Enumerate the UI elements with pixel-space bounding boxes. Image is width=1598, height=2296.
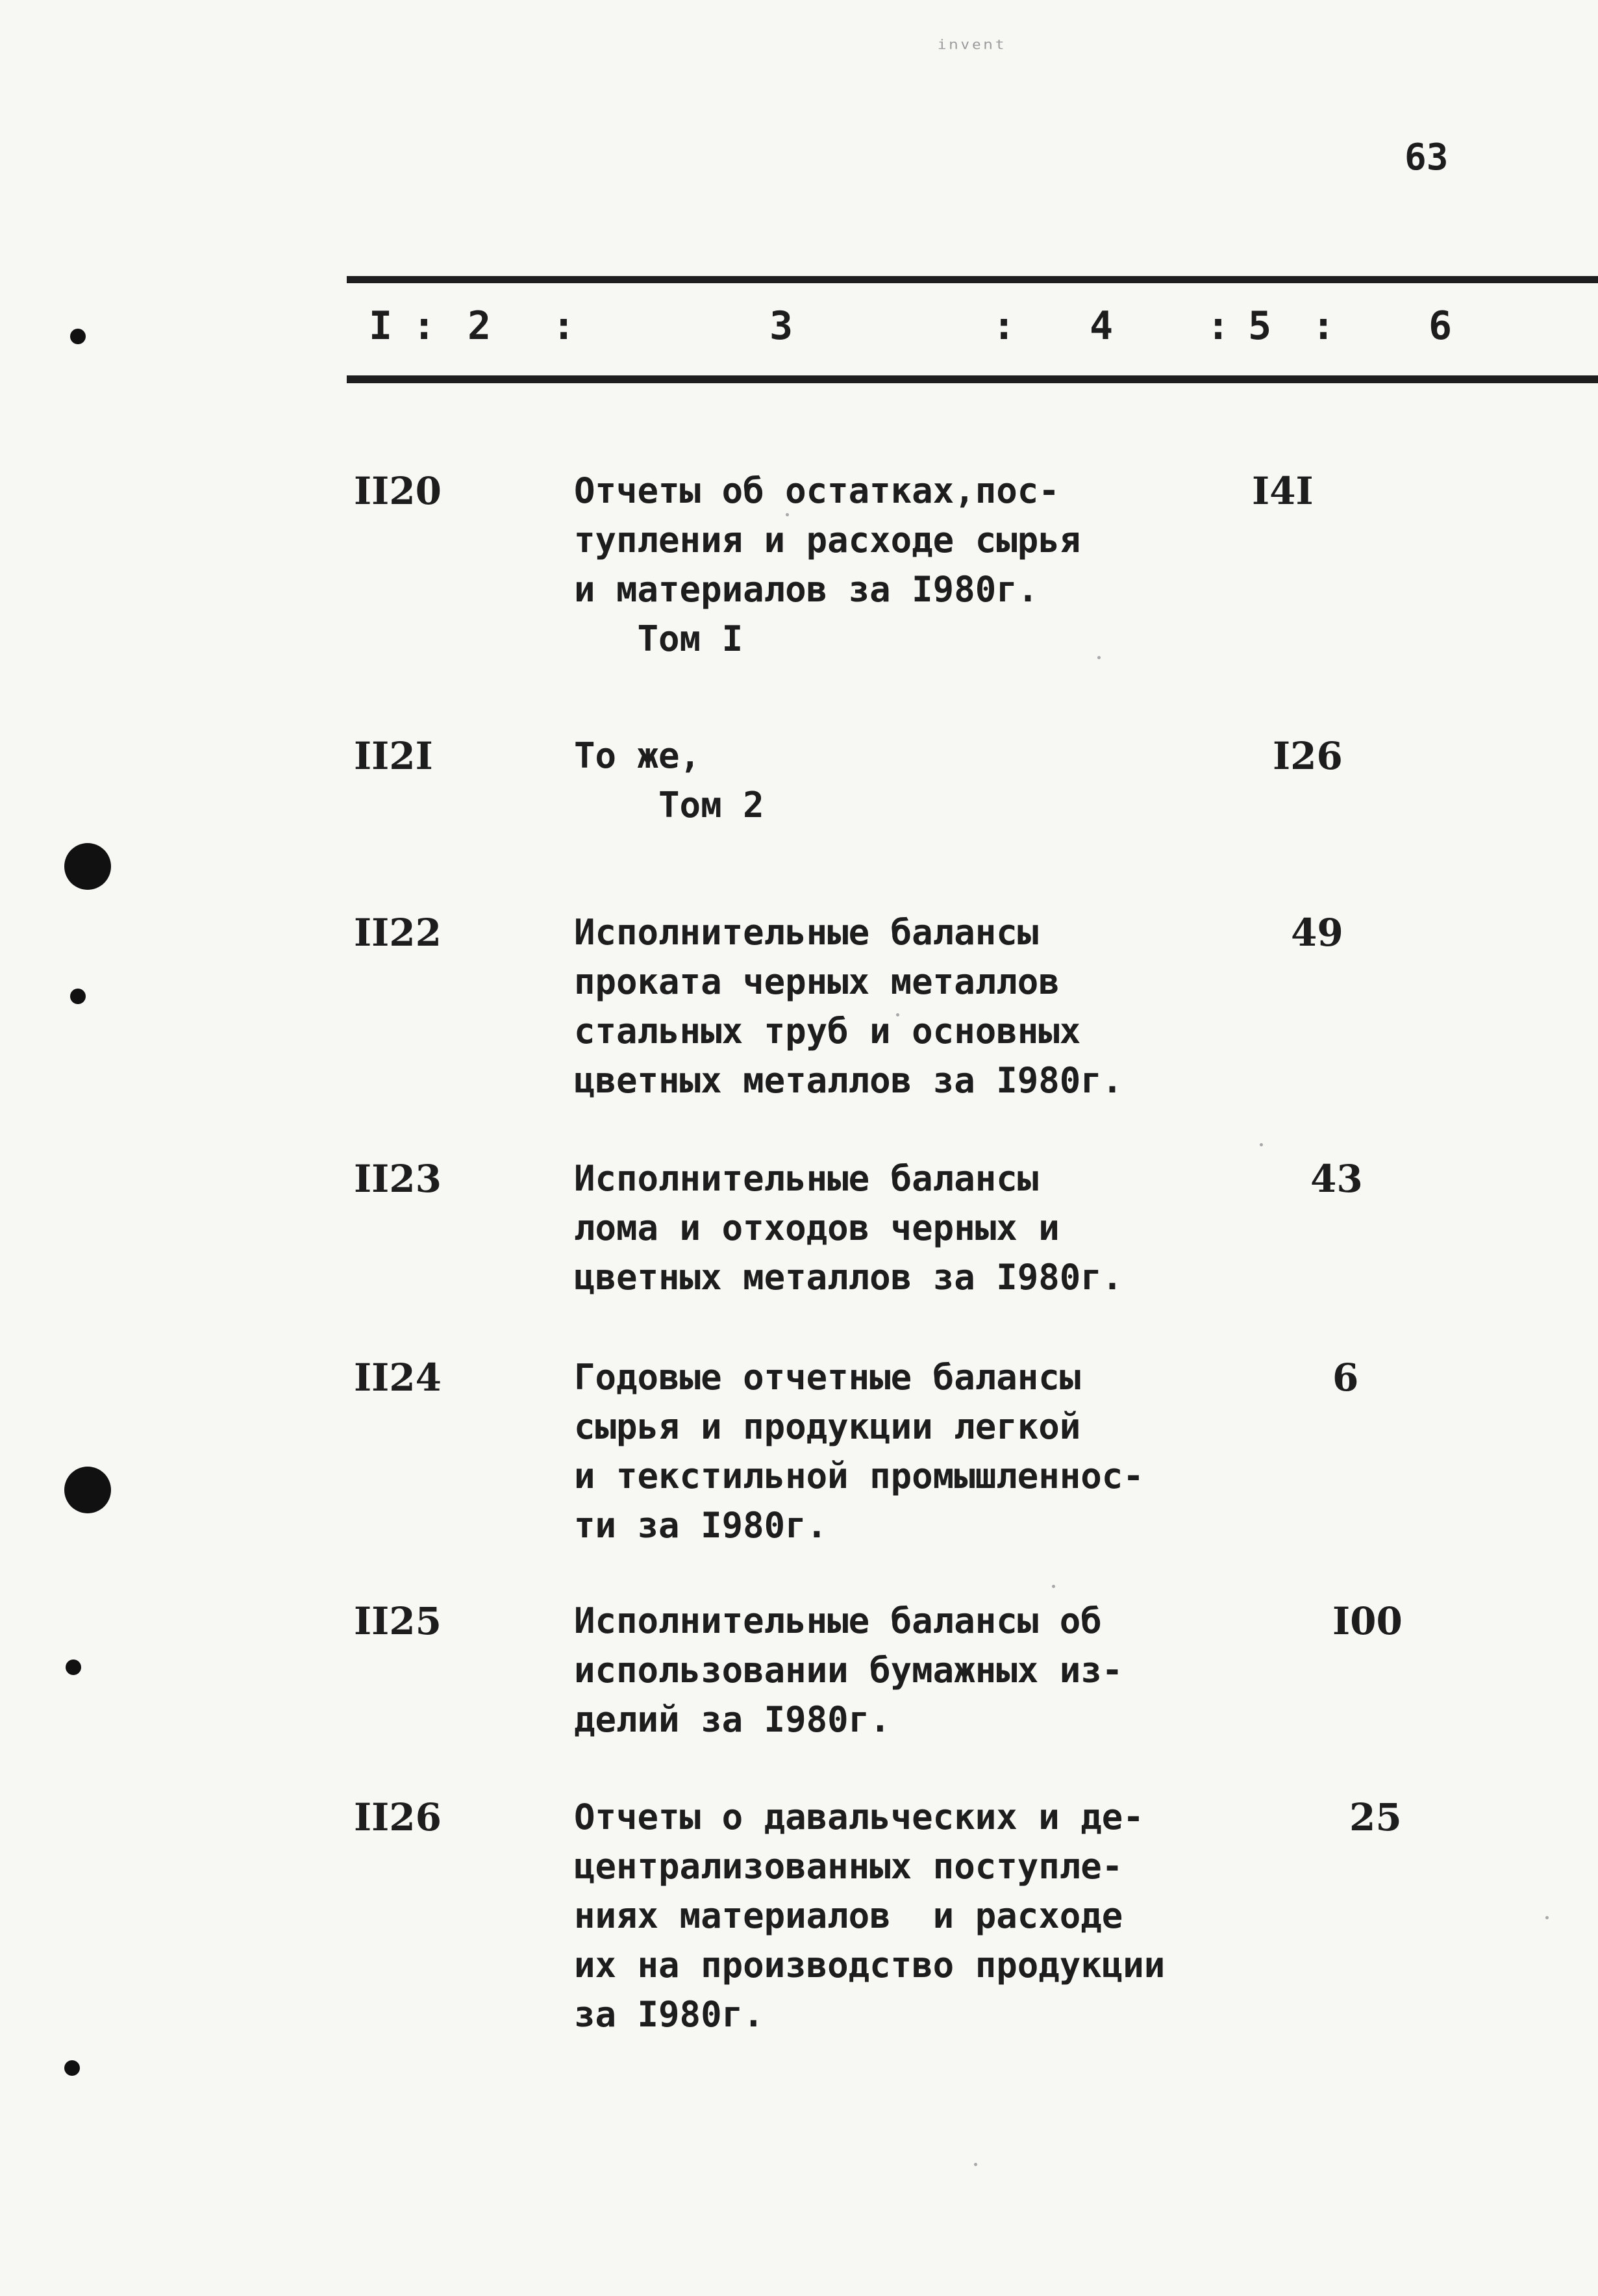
scan-blot: ⁱⁿᵛᵉⁿᵗ: [935, 36, 1005, 62]
entry-title: [574, 731, 1171, 830]
title-line: их на производство продукции: [574, 1945, 1166, 1986]
title-line: Исполнительные балансы об: [574, 1600, 1102, 1641]
page-count: 25: [1349, 1795, 1402, 1839]
title-line: делий за I980г.: [574, 1699, 891, 1740]
header-col-3: 3: [769, 303, 793, 349]
header-col-1: I: [369, 303, 393, 349]
page-count: I4I: [1252, 469, 1314, 513]
title-line: использовании бумажных из-: [574, 1650, 1123, 1691]
page-count: 49: [1291, 911, 1343, 955]
entry-number: II2I: [354, 734, 433, 778]
entry-number: II20: [354, 469, 442, 513]
header-col-4: 4: [1090, 303, 1114, 349]
title-line: тупления и расходе сырья: [574, 520, 1081, 561]
title-line: Том I: [574, 618, 743, 659]
entry-title: [574, 1353, 1171, 1550]
title-line: цветных металлов за I980г.: [574, 1060, 1123, 1101]
title-line: за I980г.: [574, 1994, 764, 2035]
title-line: и текстильной промышленнос-: [574, 1456, 1144, 1496]
title-line: и материалов за I980г.: [574, 569, 1039, 610]
header-sep-2: :: [552, 303, 576, 349]
title-line: лома и отходов черных и: [574, 1207, 1060, 1248]
title-line: ти за I980г.: [574, 1505, 828, 1546]
title-line: ниях материалов и расходе: [574, 1895, 1123, 1936]
entry-number: II26: [354, 1795, 442, 1839]
title-line: Исполнительные балансы: [574, 912, 1039, 953]
title-line: сырья и продукции легкой: [574, 1406, 1081, 1447]
page-count: 43: [1310, 1157, 1363, 1201]
entry-number: II25: [354, 1599, 442, 1643]
title-line: То же,: [574, 735, 701, 776]
entry-number: II23: [354, 1157, 442, 1201]
header-col-2: 2: [468, 303, 492, 349]
title-line: стальных труб и основных: [574, 1011, 1081, 1052]
header-sep-4: :: [1206, 303, 1230, 349]
page-count: 6: [1332, 1356, 1359, 1400]
header-col-5: 5: [1248, 303, 1272, 349]
header-sep-3: :: [992, 303, 1016, 349]
title-line: цветных металлов за I980г.: [574, 1257, 1123, 1298]
entry-number: II24: [354, 1356, 442, 1400]
title-line: Исполнительные балансы: [574, 1158, 1039, 1199]
page-count: I26: [1273, 734, 1343, 778]
header-sep-1: :: [412, 303, 436, 349]
title-line: Отчеты об остатках,пос-: [574, 470, 1060, 511]
title-line: Годовые отчетные балансы: [574, 1357, 1081, 1398]
page-count: I00: [1332, 1599, 1403, 1643]
header-col-6: 6: [1429, 303, 1453, 349]
title-line: проката черных металлов: [574, 961, 1060, 1002]
header-sep-5: :: [1312, 303, 1336, 349]
entry-number: II22: [354, 911, 442, 955]
page-number: 63: [1404, 136, 1449, 179]
title-line: Том 2: [574, 785, 764, 826]
title-line: Отчеты о давальческих и де-: [574, 1797, 1144, 1837]
entry-title: [574, 908, 1171, 1105]
title-line: централизованных поступле-: [574, 1846, 1123, 1887]
entry-title: [574, 1793, 1171, 2039]
entry-title: [574, 466, 1171, 664]
entry-title: [574, 1154, 1171, 1302]
entry-title: [574, 1596, 1171, 1745]
